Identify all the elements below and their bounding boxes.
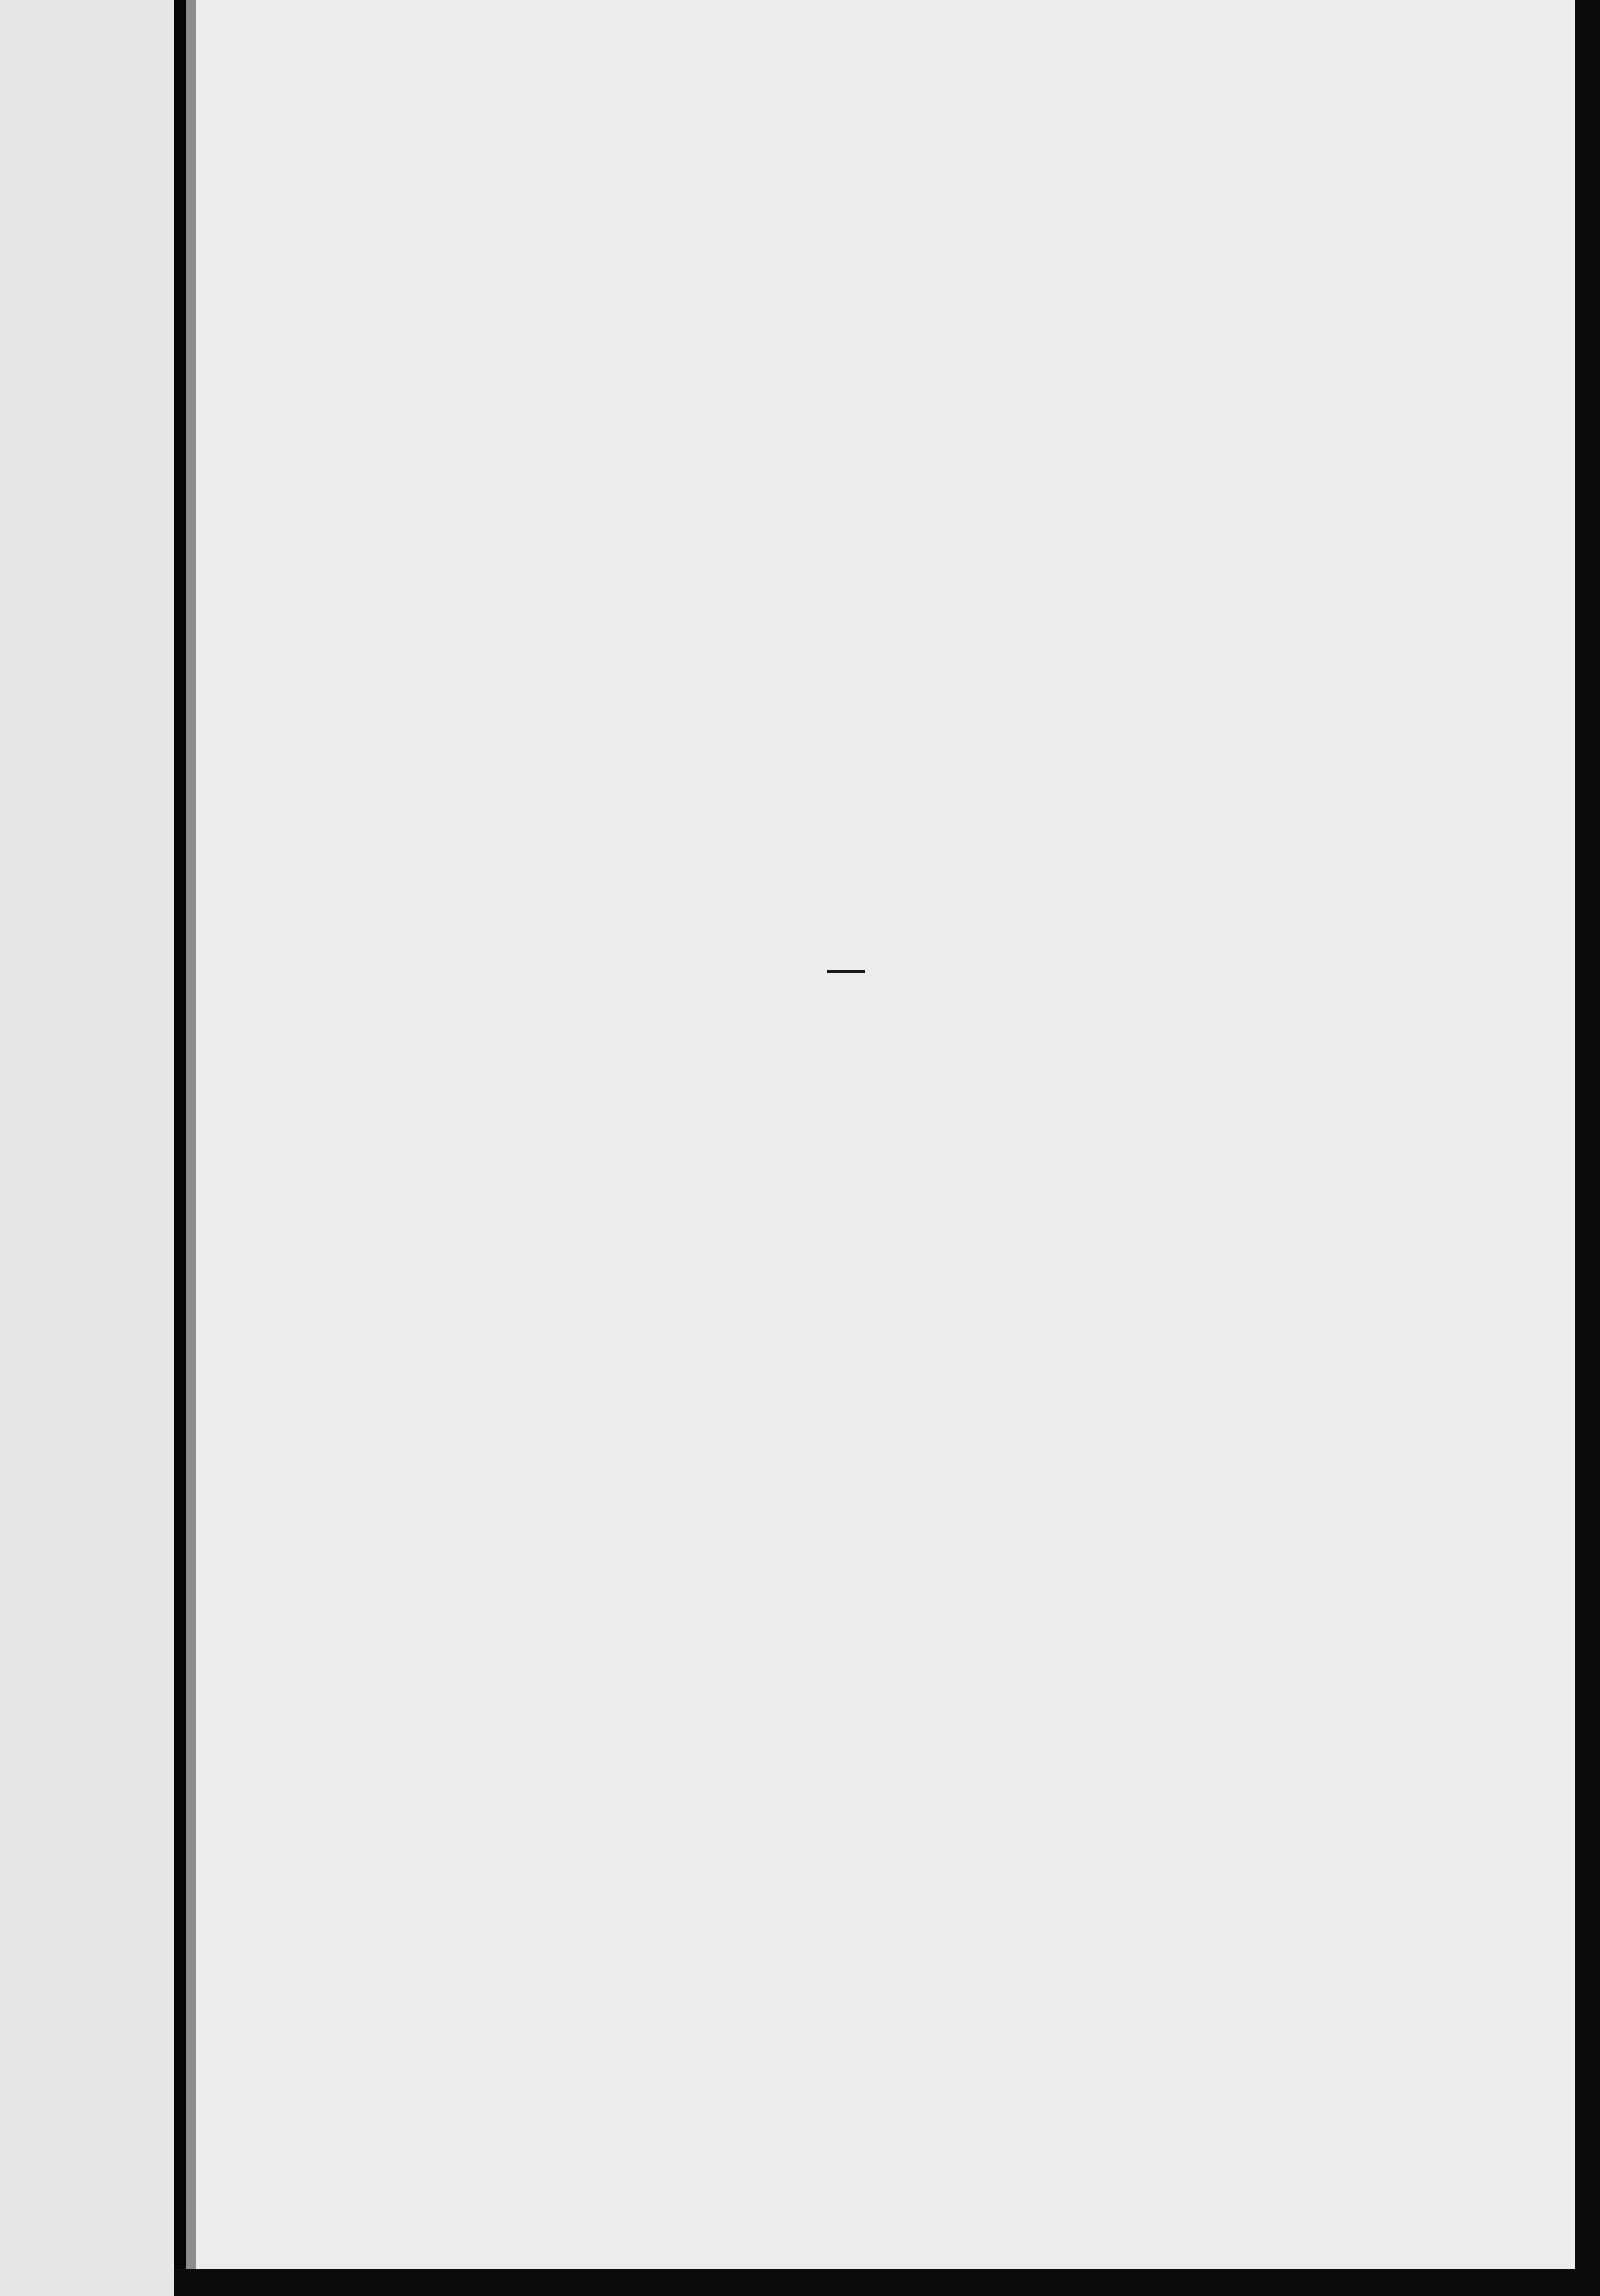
- facing-page-edge: [0, 0, 174, 2296]
- section-divider: [827, 970, 865, 973]
- page-edge-right: [1575, 0, 1600, 2296]
- gutter-shadow: [186, 0, 196, 2269]
- book-page: [196, 0, 1575, 2269]
- book-gutter: [174, 0, 186, 2269]
